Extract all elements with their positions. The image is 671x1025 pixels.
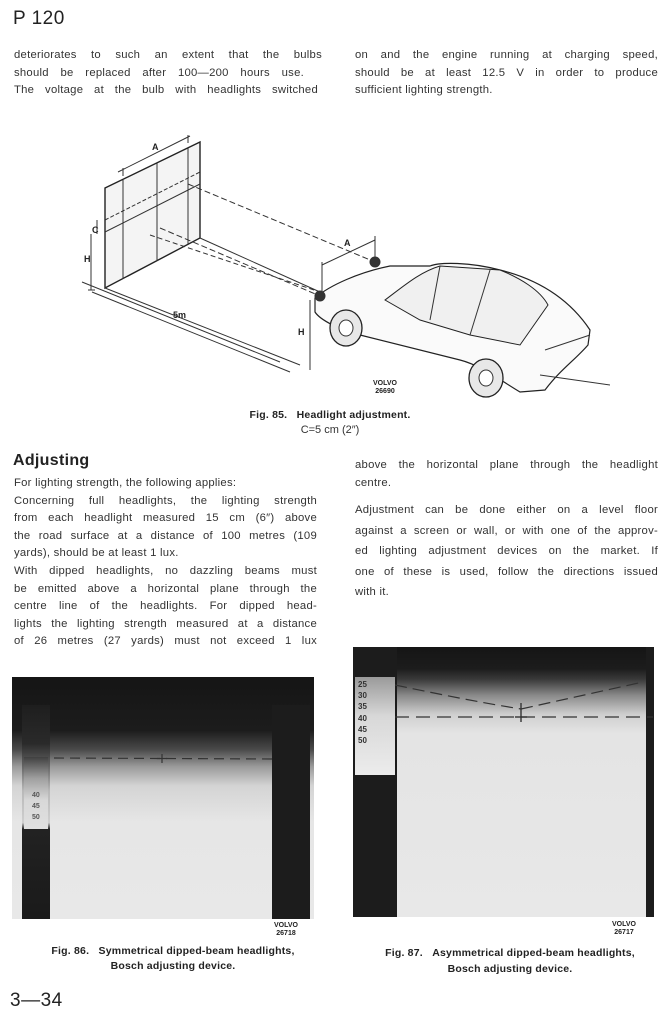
text-line: centre line of the headlights. For dipped head-	[14, 600, 317, 613]
fig87-photo	[353, 647, 654, 917]
text-line: yards), should be at least 1 lux.	[14, 547, 179, 560]
section-heading: Adjusting	[13, 452, 90, 469]
text-line: With dipped headlights, no dazzling beams must	[14, 564, 317, 577]
text-line: lights the lighting strength measured at a distance	[14, 617, 317, 630]
text-line: above the horizontal plane through the headlight	[355, 459, 658, 471]
text-line: the road surface at a distance of 100 metres (109	[14, 529, 317, 542]
diagram-label-h-car: H	[298, 327, 305, 337]
diagram-label-h-screen: H	[84, 254, 91, 264]
text-line: sufficient lighting strength.	[355, 84, 493, 97]
fig85-caption	[180, 409, 480, 421]
text-line: against a screen or wall, or with one of the approv-	[355, 524, 658, 537]
text-line: of 26 metres (27 yards) must not exceed 1 lux	[14, 635, 317, 648]
text-line: The voltage at the bulb with headlights switched	[14, 84, 318, 97]
text-line: should be at least 12.5 V in order to produce	[355, 66, 658, 79]
text-line: deteriorates to such an extent that the bulbs	[14, 49, 322, 61]
scale-tick: 45	[358, 724, 367, 734]
text-line: ed lighting adjustment devices on the market. If	[355, 545, 658, 558]
paragraph	[355, 500, 658, 603]
page-header: P 120	[13, 8, 65, 29]
fig85-subcaption: C=5 cm (2″)	[300, 424, 360, 436]
fig86-cutoff-line	[12, 677, 314, 919]
scale-tick: 45	[32, 803, 40, 810]
fig87-title-line2: Bosch adjusting device.	[447, 963, 573, 975]
fig87-number: Fig. 87.	[385, 947, 423, 959]
fig86-title-line1: Symmetrical dipped-beam headlights,	[98, 945, 295, 957]
fig86-photo	[12, 677, 314, 919]
fig85-number: Fig. 85.	[249, 409, 288, 421]
fig86-title-line2: Bosch adjusting device.	[110, 960, 236, 972]
adjusting-right-text	[355, 457, 658, 603]
scale-tick: 35	[358, 702, 367, 712]
fig87-title-line1: Asymmetrical dipped-beam headlights,	[432, 947, 635, 959]
scale-tick: 40	[358, 713, 367, 723]
scale-tick: 40	[32, 792, 40, 799]
volvo-mark: VOLVO	[612, 921, 636, 928]
scale-tick: 25	[358, 680, 367, 689]
right-headlight	[370, 257, 380, 267]
fig86-volvo-stamp	[266, 922, 306, 938]
headlight-adjustment-diagram	[70, 130, 610, 400]
diagram-label-distance: 5m	[173, 310, 187, 320]
volvo-code: 26717	[614, 929, 634, 936]
text-line: on and the engine running at charging speed,	[355, 49, 658, 61]
paragraph	[355, 457, 658, 492]
text-line: be emitted above a horizontal plane through the	[14, 582, 317, 595]
volvo-code: 26718	[276, 930, 296, 937]
text-line: Concerning full headlights, the lighting strength	[14, 494, 317, 507]
text-line: with it.	[355, 586, 390, 599]
diagram-label-a-screen: A	[152, 142, 159, 152]
text-line: centre.	[355, 476, 392, 489]
diagram-label-c: C	[92, 225, 99, 235]
text-line: from each headlight measured 15 cm (6″) above	[14, 512, 317, 525]
text-line: should be replaced after 100—200 hours use.	[14, 66, 304, 79]
top-left-text	[14, 47, 322, 100]
volvo-mark: VOLVO	[274, 922, 298, 929]
text-line: Adjustment can be done either on a level floor	[355, 504, 658, 517]
scale-tick: 30	[358, 691, 367, 701]
fig87-volvo-stamp	[604, 921, 644, 937]
scale-tick: 50	[358, 736, 367, 746]
screen-board	[105, 142, 200, 288]
page-number: 3—34	[10, 990, 63, 1011]
diagram-label-a-car: A	[344, 238, 351, 248]
text-line: For lighting strength, the following applies:	[14, 477, 237, 489]
top-right-text	[355, 47, 658, 100]
text-line: one of these is used, follow the directions issued	[355, 565, 658, 578]
left-headlight	[315, 291, 325, 301]
adjusting-left-text	[14, 475, 317, 651]
fig87-caption	[365, 945, 655, 977]
scale-tick: 50	[32, 814, 40, 821]
fig85-title: Headlight adjustment.	[296, 409, 411, 421]
fig87-cutoff-lines	[353, 647, 654, 917]
fig86-number: Fig. 86.	[51, 945, 90, 957]
volvo-code: 26690	[375, 388, 395, 395]
fig85-volvo-stamp	[365, 380, 405, 396]
fig86-caption	[28, 944, 318, 974]
volvo-mark: VOLVO	[373, 380, 397, 387]
